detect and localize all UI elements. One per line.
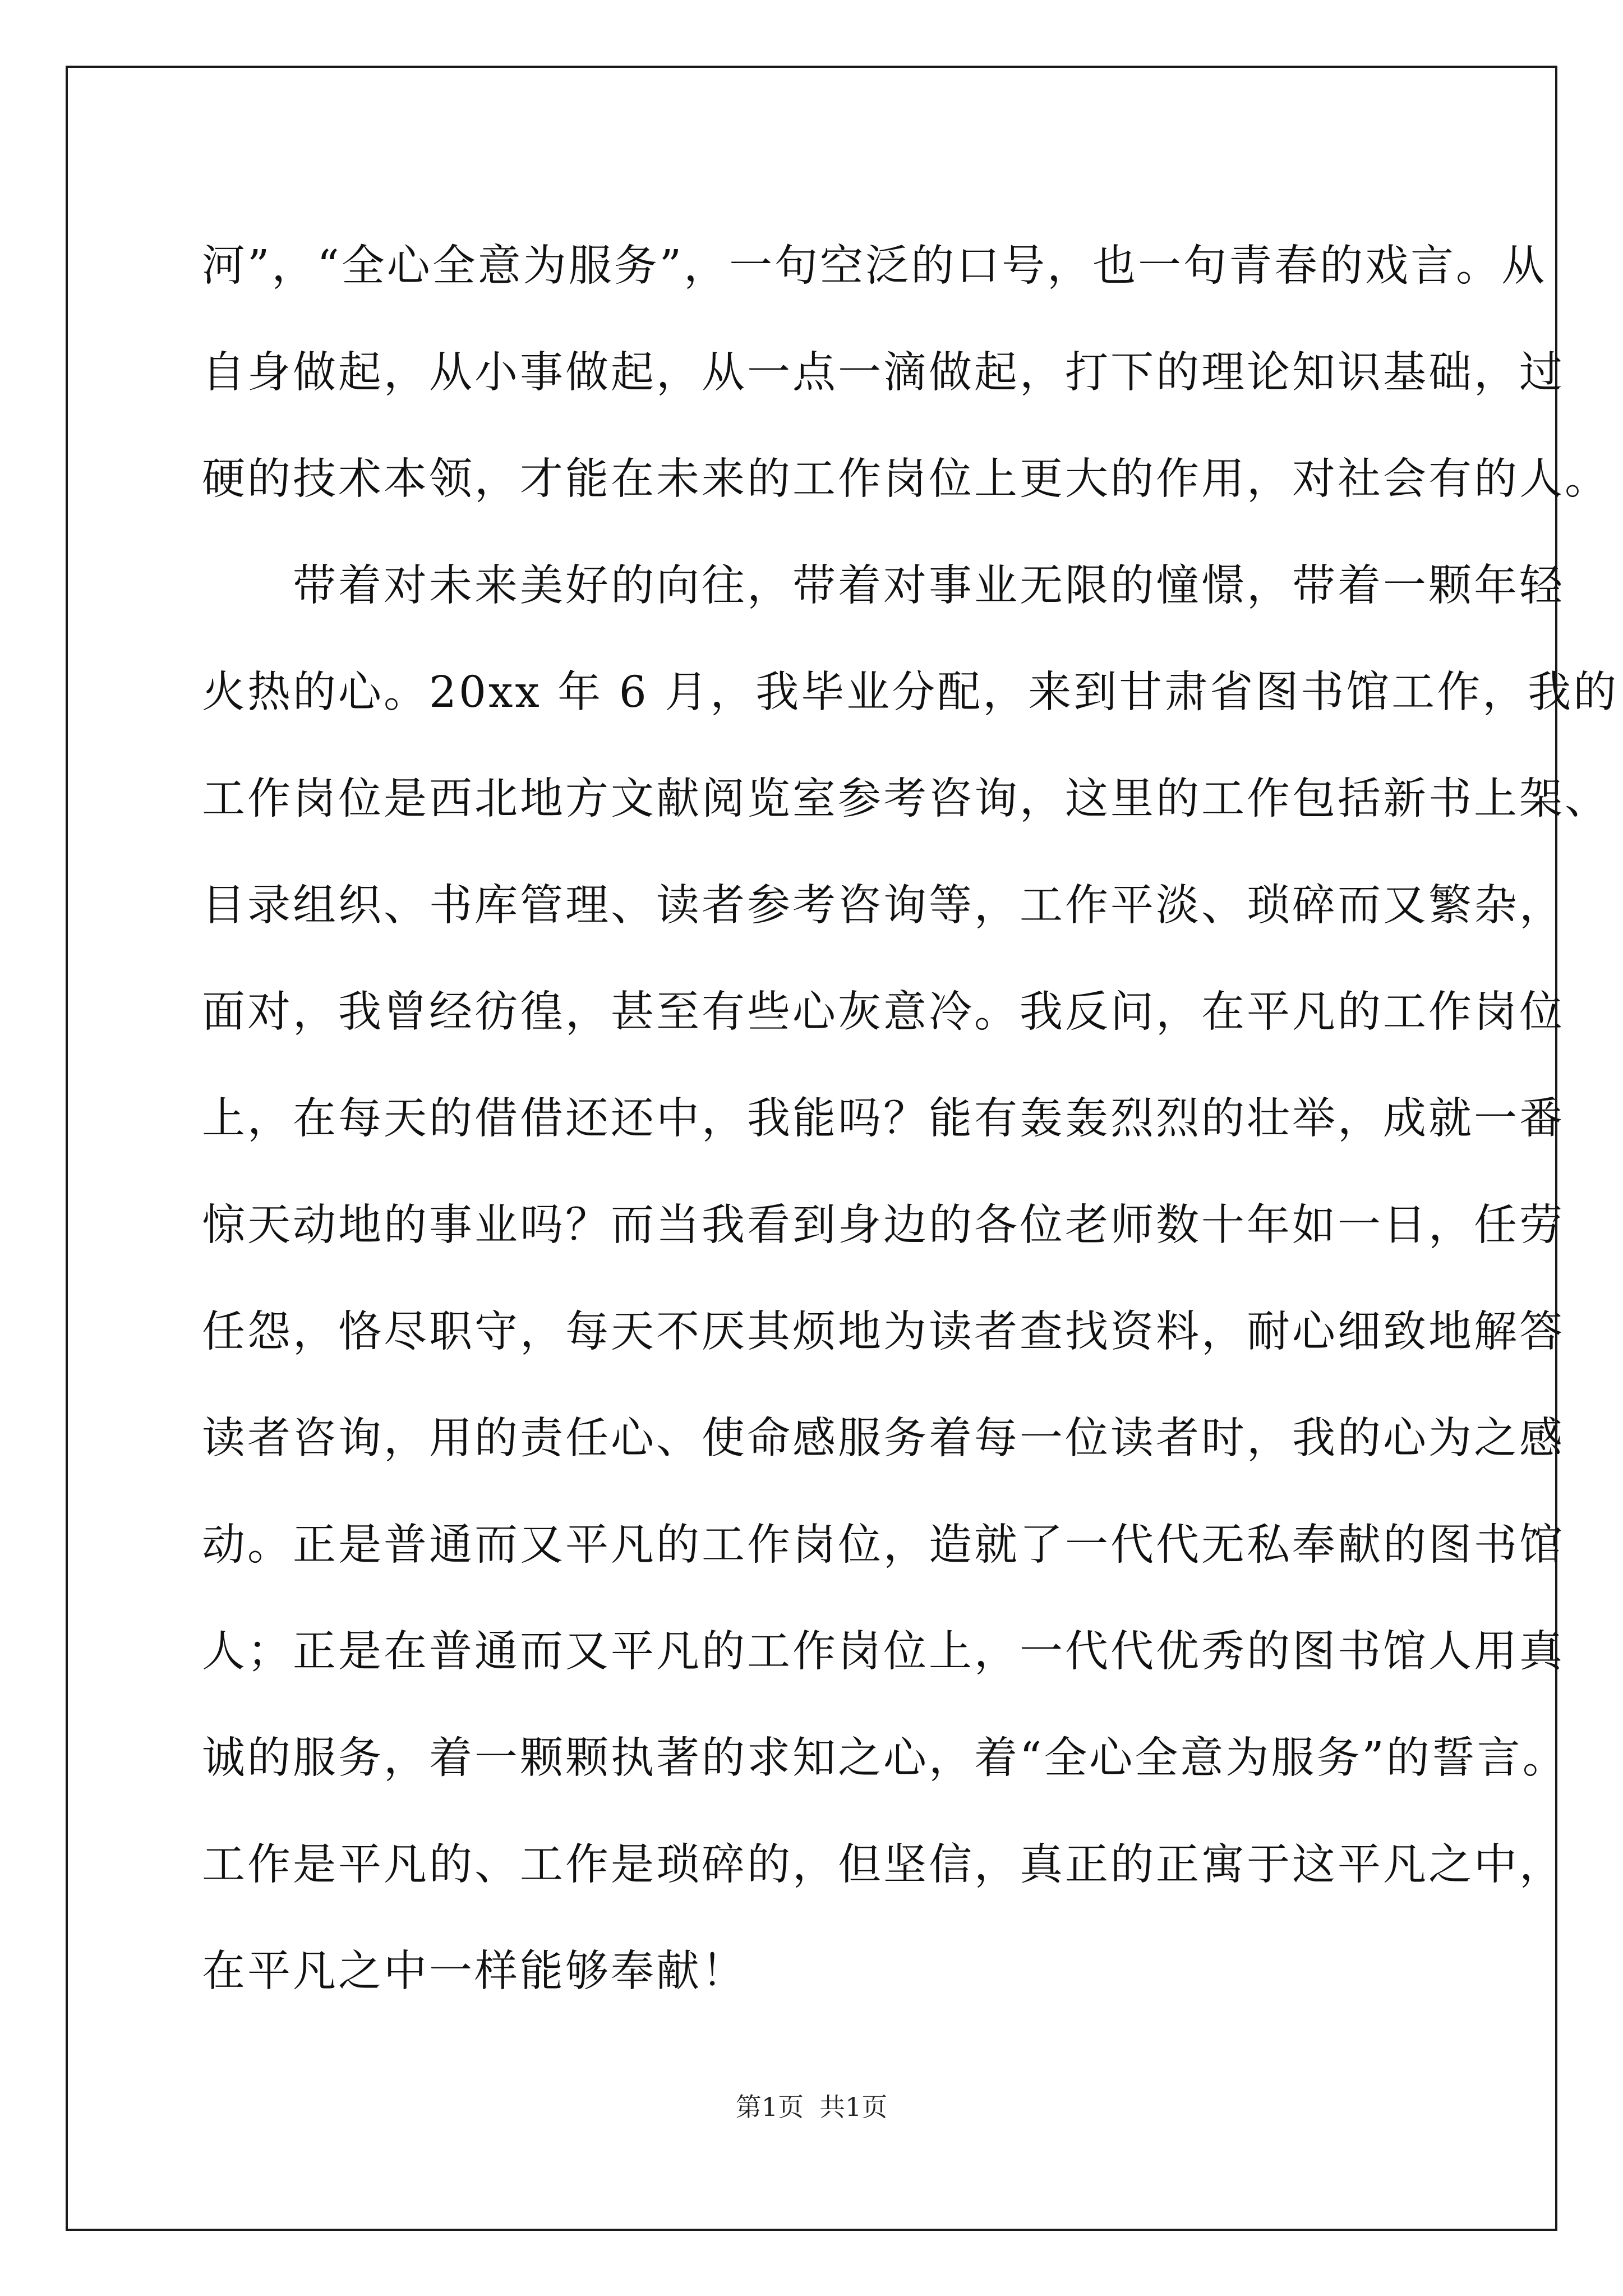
text-line: 自身做起，从小事做起，从一点一滴做起，打下的理论知识基础，过 xyxy=(202,348,1565,398)
page-footer xyxy=(0,2087,1623,2124)
text-line: 工作岗位是西北地方文献阅览室参考咨询，这里的工作包括新书上架、 xyxy=(202,774,1610,824)
text-line: 面对，我曾经彷徨，甚至有些心灰意冷。我反问，在平凡的工作岗位 xyxy=(202,987,1565,1037)
text-line: 工作是平凡的、工作是琐碎的，但坚信，真正的正寓于这平凡之中， xyxy=(202,1840,1565,1890)
document-body xyxy=(202,213,1619,2025)
text-line: 惊天动地的事业吗？而当我看到身边的各位老师数十年如一日，任劳 xyxy=(202,1200,1565,1250)
text-line: 任怨，恪尽职守，每天不厌其烦地为读者查找资料，耐心细致地解答 xyxy=(202,1307,1565,1357)
page-number: 第1页 xyxy=(735,2092,804,2122)
text-line: 人；正是在普通而又平凡的工作岗位上，一代代优秀的图书馆人用真 xyxy=(202,1627,1565,1677)
page-total: 共1页 xyxy=(819,2092,888,2122)
text-line: 诚的服务，着一颗颗执著的求知之心，着“全心全意为服务”的誓言。 xyxy=(202,1733,1568,1783)
text-line: 动。正是普通而又平凡的工作岗位，造就了一代代无私奉献的图书馆 xyxy=(202,1520,1565,1570)
text-line: 目录组织、书库管理、读者参考咨询等，工作平淡、琐碎而又繁杂， xyxy=(202,881,1565,931)
text-line: 硬的技术本领，才能在未来的工作岗位上更大的作用，对社会有的人。 xyxy=(202,454,1610,504)
text-line: 上，在每天的借借还还中，我能吗？能有轰轰烈烈的壮举，成就一番 xyxy=(202,1094,1565,1144)
text-line: 火热的心。20xx 年 6 月，我毕业分配，来到甘肃省图书馆工作，我的 xyxy=(202,668,1619,717)
text-line: 读者咨询，用的责任心、使命感服务着每一位读者时，我的心为之感 xyxy=(202,1414,1565,1464)
text-line: 带着对未来美好的向往，带着对事业无限的憧憬，带着一颗年轻 xyxy=(202,561,1565,611)
text-line: 在平凡之中一样能够奉献！ xyxy=(202,1947,747,1996)
text-line: 河”，“全心全意为服务”，一句空泛的口号，也一句青春的戏言。从 xyxy=(202,241,1547,291)
